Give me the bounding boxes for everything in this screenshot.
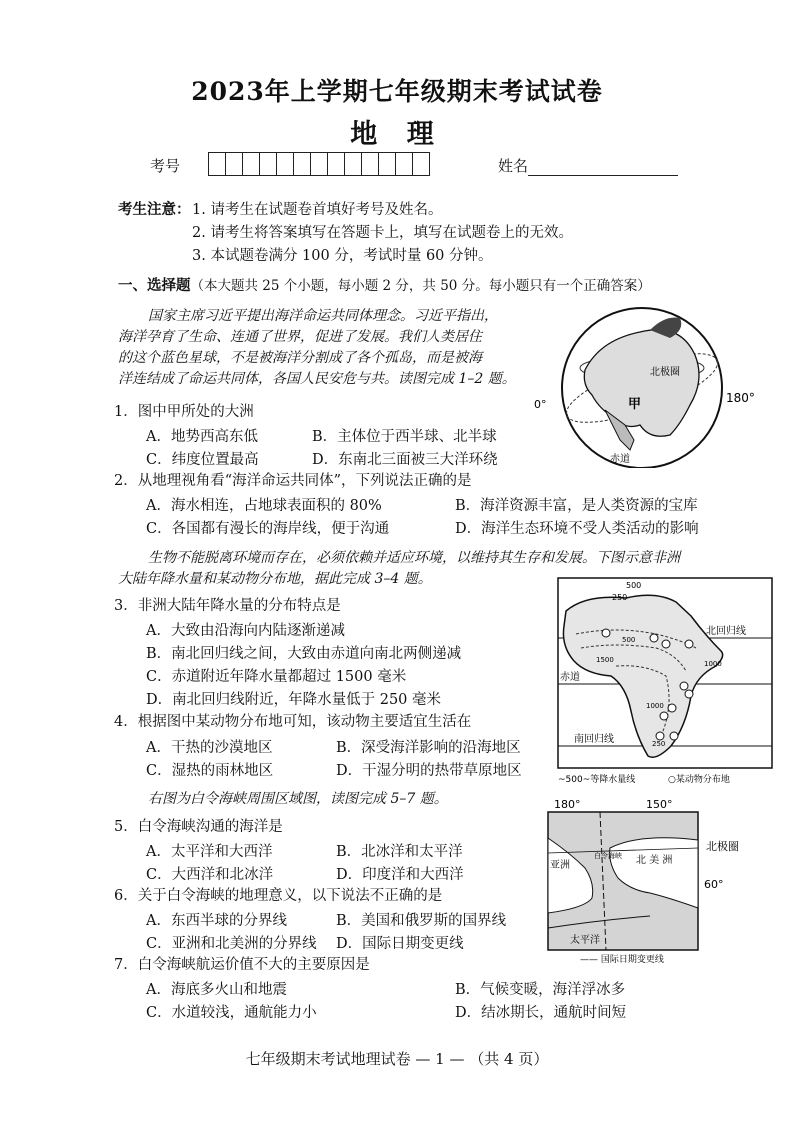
notice-item: 2. 请考生将答案填写在答题卡上，填写在试题卷上的无效。 (192, 225, 573, 241)
africa-animal-site (662, 640, 670, 648)
globe-label-lon0: 0° (534, 398, 547, 411)
question-4-stem: 4．根据图中某动物分布地可知，该动物主要适宜生活在 (114, 714, 472, 730)
q3-option-c[interactable]: C．赤道附近年降水量都超过 1500 毫米 (146, 669, 407, 685)
passage-1-line: 洋连结成了命运共同体，各国人民安危与共。读图完成 1–2 题。 (118, 371, 516, 387)
africa-label-equator: 赤道 (560, 672, 580, 683)
globe-label-lon180: 180° (726, 391, 755, 405)
bering-label-north-america: 北 美 洲 (636, 855, 673, 866)
notice-item: 1. 请考生在试题卷首填好考号及姓名。 (192, 202, 443, 218)
q1-option-c[interactable]: C．纬度位置最高 (146, 452, 259, 468)
africa-iso-label: 1000 (646, 702, 664, 710)
passage-1-line: 海洋孕育了生命、连通了世界，促进了发展。我们人类居住 (118, 329, 482, 345)
q2-option-c[interactable]: C．各国都有漫长的海岸线，便于沟通 (146, 521, 390, 537)
q7-option-c[interactable]: C．水道较浅，通航能力小 (146, 1005, 317, 1021)
q5-option-d[interactable]: D．印度洋和大西洋 (336, 867, 464, 883)
q2-option-b[interactable]: B．海洋资源丰富，是人类资源的宝库 (455, 498, 698, 514)
africa-iso-label: 500 (622, 636, 636, 644)
africa-animal-site (656, 732, 664, 740)
bering-label-lon180: 180° (554, 798, 581, 811)
q5-option-a[interactable]: A．太平洋和大西洋 (146, 844, 273, 860)
africa-legend-isoline: ~500~等降水量线 (558, 775, 636, 785)
q6-option-c[interactable]: C．亚洲和北美洲的分界线 (146, 936, 317, 952)
q7-option-a[interactable]: A．海底多火山和地震 (146, 982, 287, 998)
q2-option-d[interactable]: D．海洋生态环境不受人类活动的影响 (455, 521, 699, 537)
africa-legend-animal: ○某动物分布地 (668, 775, 730, 785)
question-6-stem: 6．关于白令海峡的地理意义，以下说法不正确的是 (114, 888, 443, 904)
africa-animal-site (680, 682, 688, 690)
notice-item: 3. 本试题卷满分 100 分，考试时量 60 分钟。 (192, 248, 493, 264)
bering-label-strait: 白令海峡 (594, 852, 622, 860)
q3-option-d[interactable]: D．南北回归线附近，年降水量低于 250 毫米 (146, 692, 442, 708)
question-2-stem: 2．从地理视角看“海洋命运共同体”，下列说法正确的是 (114, 473, 472, 489)
section-heading-note: （本大题共 25 个小题，每小题 2 分，共 50 分。每小题只有一个正确答案） (190, 278, 651, 294)
africa-iso-label: 500 (626, 581, 642, 590)
q4-option-b[interactable]: B．深受海洋影响的沿海地区 (336, 740, 521, 756)
exam-title: 2023年上学期七年级期末考试试卷 (191, 77, 603, 106)
globe-label-equator: 赤道 (610, 454, 630, 465)
passage-3: 右图为白令海峡周围区域图，读图完成 5–7 题。 (148, 791, 448, 807)
africa-label-north-tropic: 北回归线 (706, 626, 746, 637)
africa-iso-label: 1500 (596, 656, 614, 664)
africa-animal-site (670, 732, 678, 740)
globe-label-jia: 甲 (628, 397, 642, 412)
q7-option-d[interactable]: D．结冰期长，通航时间短 (455, 1005, 627, 1021)
section-heading-title: 一、选择题 (118, 277, 191, 294)
bering-label-lat60: 60° (704, 878, 724, 891)
q6-option-d[interactable]: D．国际日期变更线 (336, 936, 464, 952)
africa-animal-site (602, 629, 610, 637)
passage-2-line: 生物不能脱离环境而存在，必须依赖并适应环境，以维持其生存和发展。下图示意非洲 (148, 550, 680, 566)
q7-option-b[interactable]: B．气候变暖，海洋浮冰多 (455, 982, 626, 998)
name-field[interactable] (498, 155, 678, 176)
bering-map (540, 798, 780, 964)
name-label: 姓名 (498, 157, 529, 175)
africa-label-south-tropic: 南回归线 (574, 734, 614, 745)
q6-option-b[interactable]: B．美国和俄罗斯的国界线 (336, 913, 507, 929)
page-footer: 七年级期末考试地理试卷 — 1 — （共 4 页） (245, 1050, 549, 1068)
question-1-stem: 1．图中甲所处的大洲 (114, 404, 254, 420)
q1-option-d[interactable]: D．东南北三面被三大洋环绕 (312, 452, 498, 468)
name-blank-line[interactable] (528, 159, 678, 176)
africa-map (556, 576, 776, 792)
bering-label-pacific: 太平洋 (570, 935, 600, 946)
q5-option-c[interactable]: C．大西洋和北冰洋 (146, 867, 274, 883)
question-5-stem: 5．白令海峡沟通的海洋是 (114, 819, 283, 835)
q4-option-a[interactable]: A．干热的沙漠地区 (146, 740, 273, 756)
question-3-stem: 3．非洲大陆年降水量的分布特点是 (114, 598, 341, 614)
africa-iso-label: 250 (612, 593, 628, 602)
africa-animal-site (685, 640, 693, 648)
section-heading (118, 276, 651, 296)
q2-option-a[interactable]: A．海水相连，占地球表面积的 80% (146, 498, 382, 514)
bering-label-lon150: 150° (646, 798, 673, 811)
notice-label: 考生注意： (118, 201, 191, 218)
subject-title: 地 理 (350, 119, 444, 150)
question-7-stem: 7．白令海峡航运价值不大的主要原因是 (114, 957, 370, 973)
globe-map (530, 300, 780, 468)
globe-label-arctic: 北极圈 (650, 367, 680, 378)
bering-label-arctic: 北极圈 (706, 840, 739, 853)
q4-option-c[interactable]: C．湿热的雨林地区 (146, 763, 274, 779)
africa-animal-site (650, 634, 658, 642)
q4-option-d[interactable]: D．干湿分明的热带草原地区 (336, 763, 522, 779)
africa-animal-site (660, 712, 668, 720)
africa-animal-site (668, 704, 676, 712)
q6-option-a[interactable]: A．东西半球的分界线 (146, 913, 287, 929)
passage-1-line: 国家主席习近平提出海洋命运共同体理念。习近平指出， (148, 308, 498, 324)
q5-option-b[interactable]: B．北冰洋和太平洋 (336, 844, 463, 860)
bering-legend-dateline: —— 国际日期变更线 (580, 955, 664, 964)
passage-2-line: 大陆年降水量和某动物分布地，据此完成 3–4 题。 (118, 571, 432, 587)
q1-option-a[interactable]: A．地势西高东低 (146, 429, 258, 445)
africa-iso-label: 250 (652, 740, 666, 748)
africa-iso-label: 1000 (704, 660, 722, 668)
exam-no-label: 考号 (150, 157, 181, 175)
q3-option-b[interactable]: B．南北回归线之间，大致由赤道向南北两侧递减 (146, 646, 462, 662)
q3-option-a[interactable]: A．大致由沿海向内陆逐渐递减 (146, 623, 345, 639)
bering-label-asia: 亚洲 (550, 860, 570, 871)
q1-option-b[interactable]: B．主体位于西半球、北半球 (312, 429, 497, 445)
africa-animal-site (685, 690, 693, 698)
exam-no-boxes[interactable] (208, 152, 429, 176)
passage-1-line: 的这个蓝色星球，不是被海洋分割成了各个孤岛，而是被海 (118, 350, 482, 366)
